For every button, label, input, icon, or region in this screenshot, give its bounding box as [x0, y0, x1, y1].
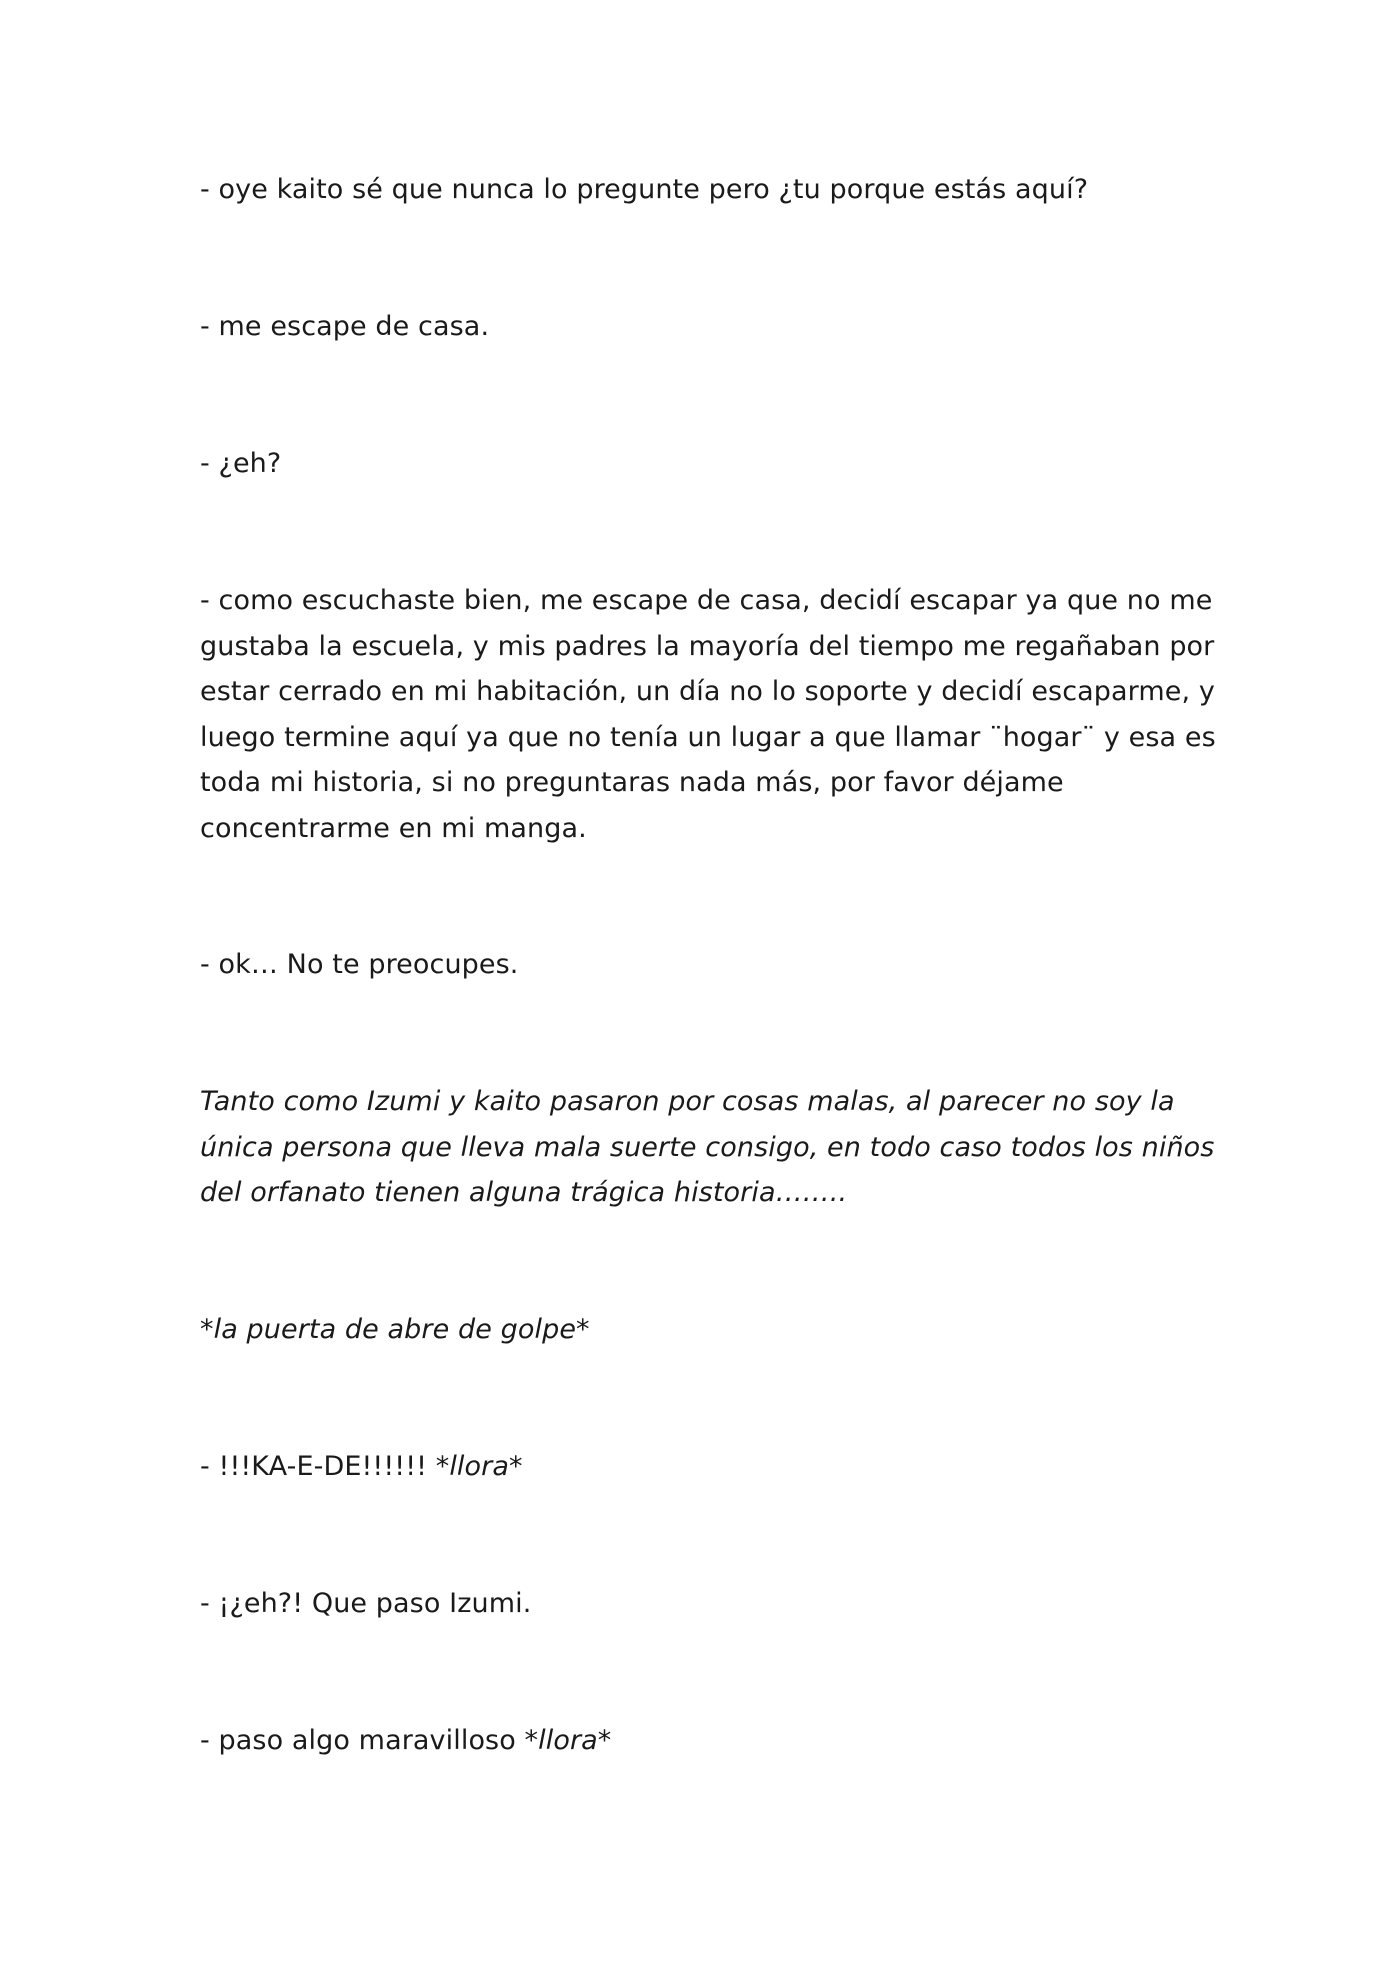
- action-line: *la puerta de abre de golpe*: [200, 1314, 590, 1345]
- dialogue-line: - oye kaito sé que nunca lo pregunte pero ¿tu porque estás aquí?: [200, 174, 1089, 205]
- dialogue-line: - ok… No te preocupes.: [200, 949, 519, 980]
- dialogue-text: - !!!KA-E-DE!!!!!!: [200, 1451, 436, 1482]
- dialogue-line: [200, 1444, 1220, 1490]
- dialogue-text: - paso algo maravilloso: [200, 1725, 525, 1756]
- action-text: *llora*: [435, 1451, 523, 1482]
- dialogue-line: - me escape de casa.: [200, 311, 490, 342]
- narration-paragraph: Tanto como Izumi y kaito pasaron por cosas malas, al parecer no soy la única persona que lleva mala suerte consigo, en todo caso todos los niños del orfanato tienen alguna trágica historia……..: [200, 1086, 1215, 1208]
- dialogue-line: - ¡¿eh?! Que paso Izumi.: [200, 1588, 532, 1619]
- action-text: *llora*: [524, 1725, 612, 1756]
- dialogue-line: [200, 1718, 1220, 1764]
- dialogue-line: - ¿eh?: [200, 448, 282, 479]
- dialogue-paragraph: - como escuchaste bien, me escape de casa, decidí escapar ya que no me gustaba la escuela, y mis padres la mayoría del tiempo me regañaban por estar cerrado en mi habitación, un día no lo soporte y decidí escaparme, y luego termine aquí ya que no tenía un lugar a que llamar ¨hogar¨ y esa es toda mi historia, si no preguntaras nada más, por favor déjame concentrarme en mi manga.: [200, 585, 1216, 844]
